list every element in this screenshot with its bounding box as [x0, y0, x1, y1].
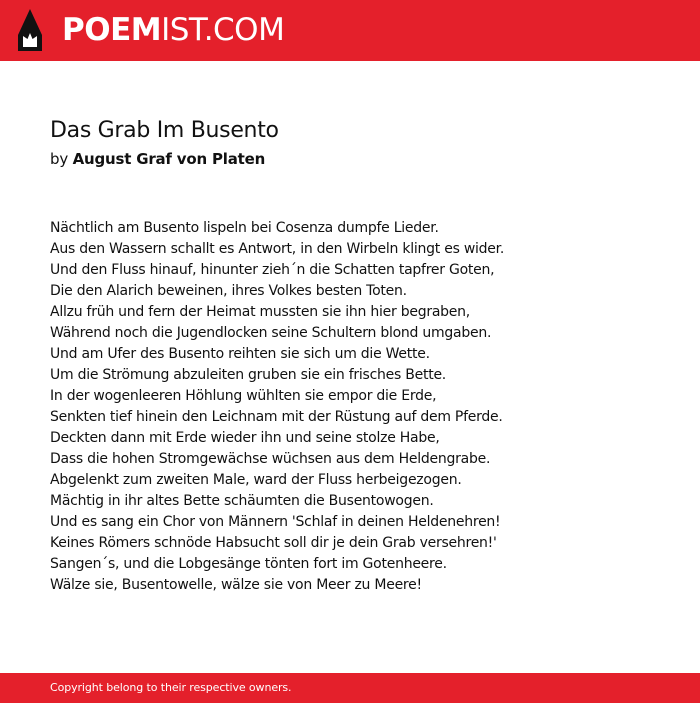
pencil-icon[interactable] [18, 9, 42, 51]
poem-line: Deckten dann mit Erde wieder ihn und seine stolze Habe, [50, 430, 440, 446]
poem-line: Und am Ufer des Busento reihten sie sich um die Wette. [50, 346, 430, 362]
byline-prefix: by [50, 150, 73, 168]
poem-line: Während noch die Jugendlocken seine Schultern blond umgaben. [50, 325, 492, 341]
site-footer [0, 673, 700, 703]
site-header [0, 0, 700, 61]
poem-line: Senkten tief hinein den Leichnam mit der Rüstung auf dem Pferde. [50, 409, 503, 425]
poem-line: Wälze sie, Busentowelle, wälze sie von Meer zu Meere! [50, 577, 422, 593]
poem-line: Keines Römers schnöde Habsucht soll dir je dein Grab versehren!' [50, 535, 497, 551]
poem-line: In der wogenleeren Höhlung wühlten sie empor die Erde, [50, 388, 437, 404]
poem-line: Aus den Wassern schallt es Antwort, in den Wirbeln klingt es wider. [50, 241, 505, 257]
copyright-text: Copyright belong to their respective owners. [50, 681, 292, 694]
poem-line: Sangen´s, und die Lobgesänge tönten fort im Gotenheere. [50, 556, 447, 572]
poem-title: Das Grab Im Busento [50, 118, 279, 143]
poem-line: Nächtlich am Busento lispeln bei Cosenza dumpfe Lieder. [50, 220, 439, 236]
poem-line: Mächtig in ihr altes Bette schäumten die Busentowogen. [50, 493, 434, 509]
site-logo[interactable] [62, 11, 284, 49]
poem-line: Abgelenkt zum zweiten Male, ward der Fluss herbeigezogen. [50, 472, 462, 488]
logo-light-text: IST.COM [161, 12, 285, 48]
poem-line: Die den Alarich beweinen, ihres Volkes besten Toten. [50, 283, 407, 299]
logo-bold-text: POEM [62, 12, 162, 48]
poem-line: Und den Fluss hinauf, hinunter zieh´n die Schatten tapfrer Goten, [50, 262, 495, 278]
poem-author: August Graf von Platen [72, 150, 266, 168]
poem-line: Und es sang ein Chor von Männern 'Schlaf in deinen Heldenehren! [50, 514, 501, 530]
poem-line: Dass die hohen Stromgewächse wüchsen aus dem Heldengrabe. [50, 451, 491, 467]
poem-line: Um die Strömung abzuleiten gruben sie ein frisches Bette. [50, 367, 447, 383]
poem-line: Allzu früh und fern der Heimat mussten sie ihn hier begraben, [50, 304, 470, 320]
poem-byline [50, 148, 265, 170]
poem-body [50, 218, 670, 596]
